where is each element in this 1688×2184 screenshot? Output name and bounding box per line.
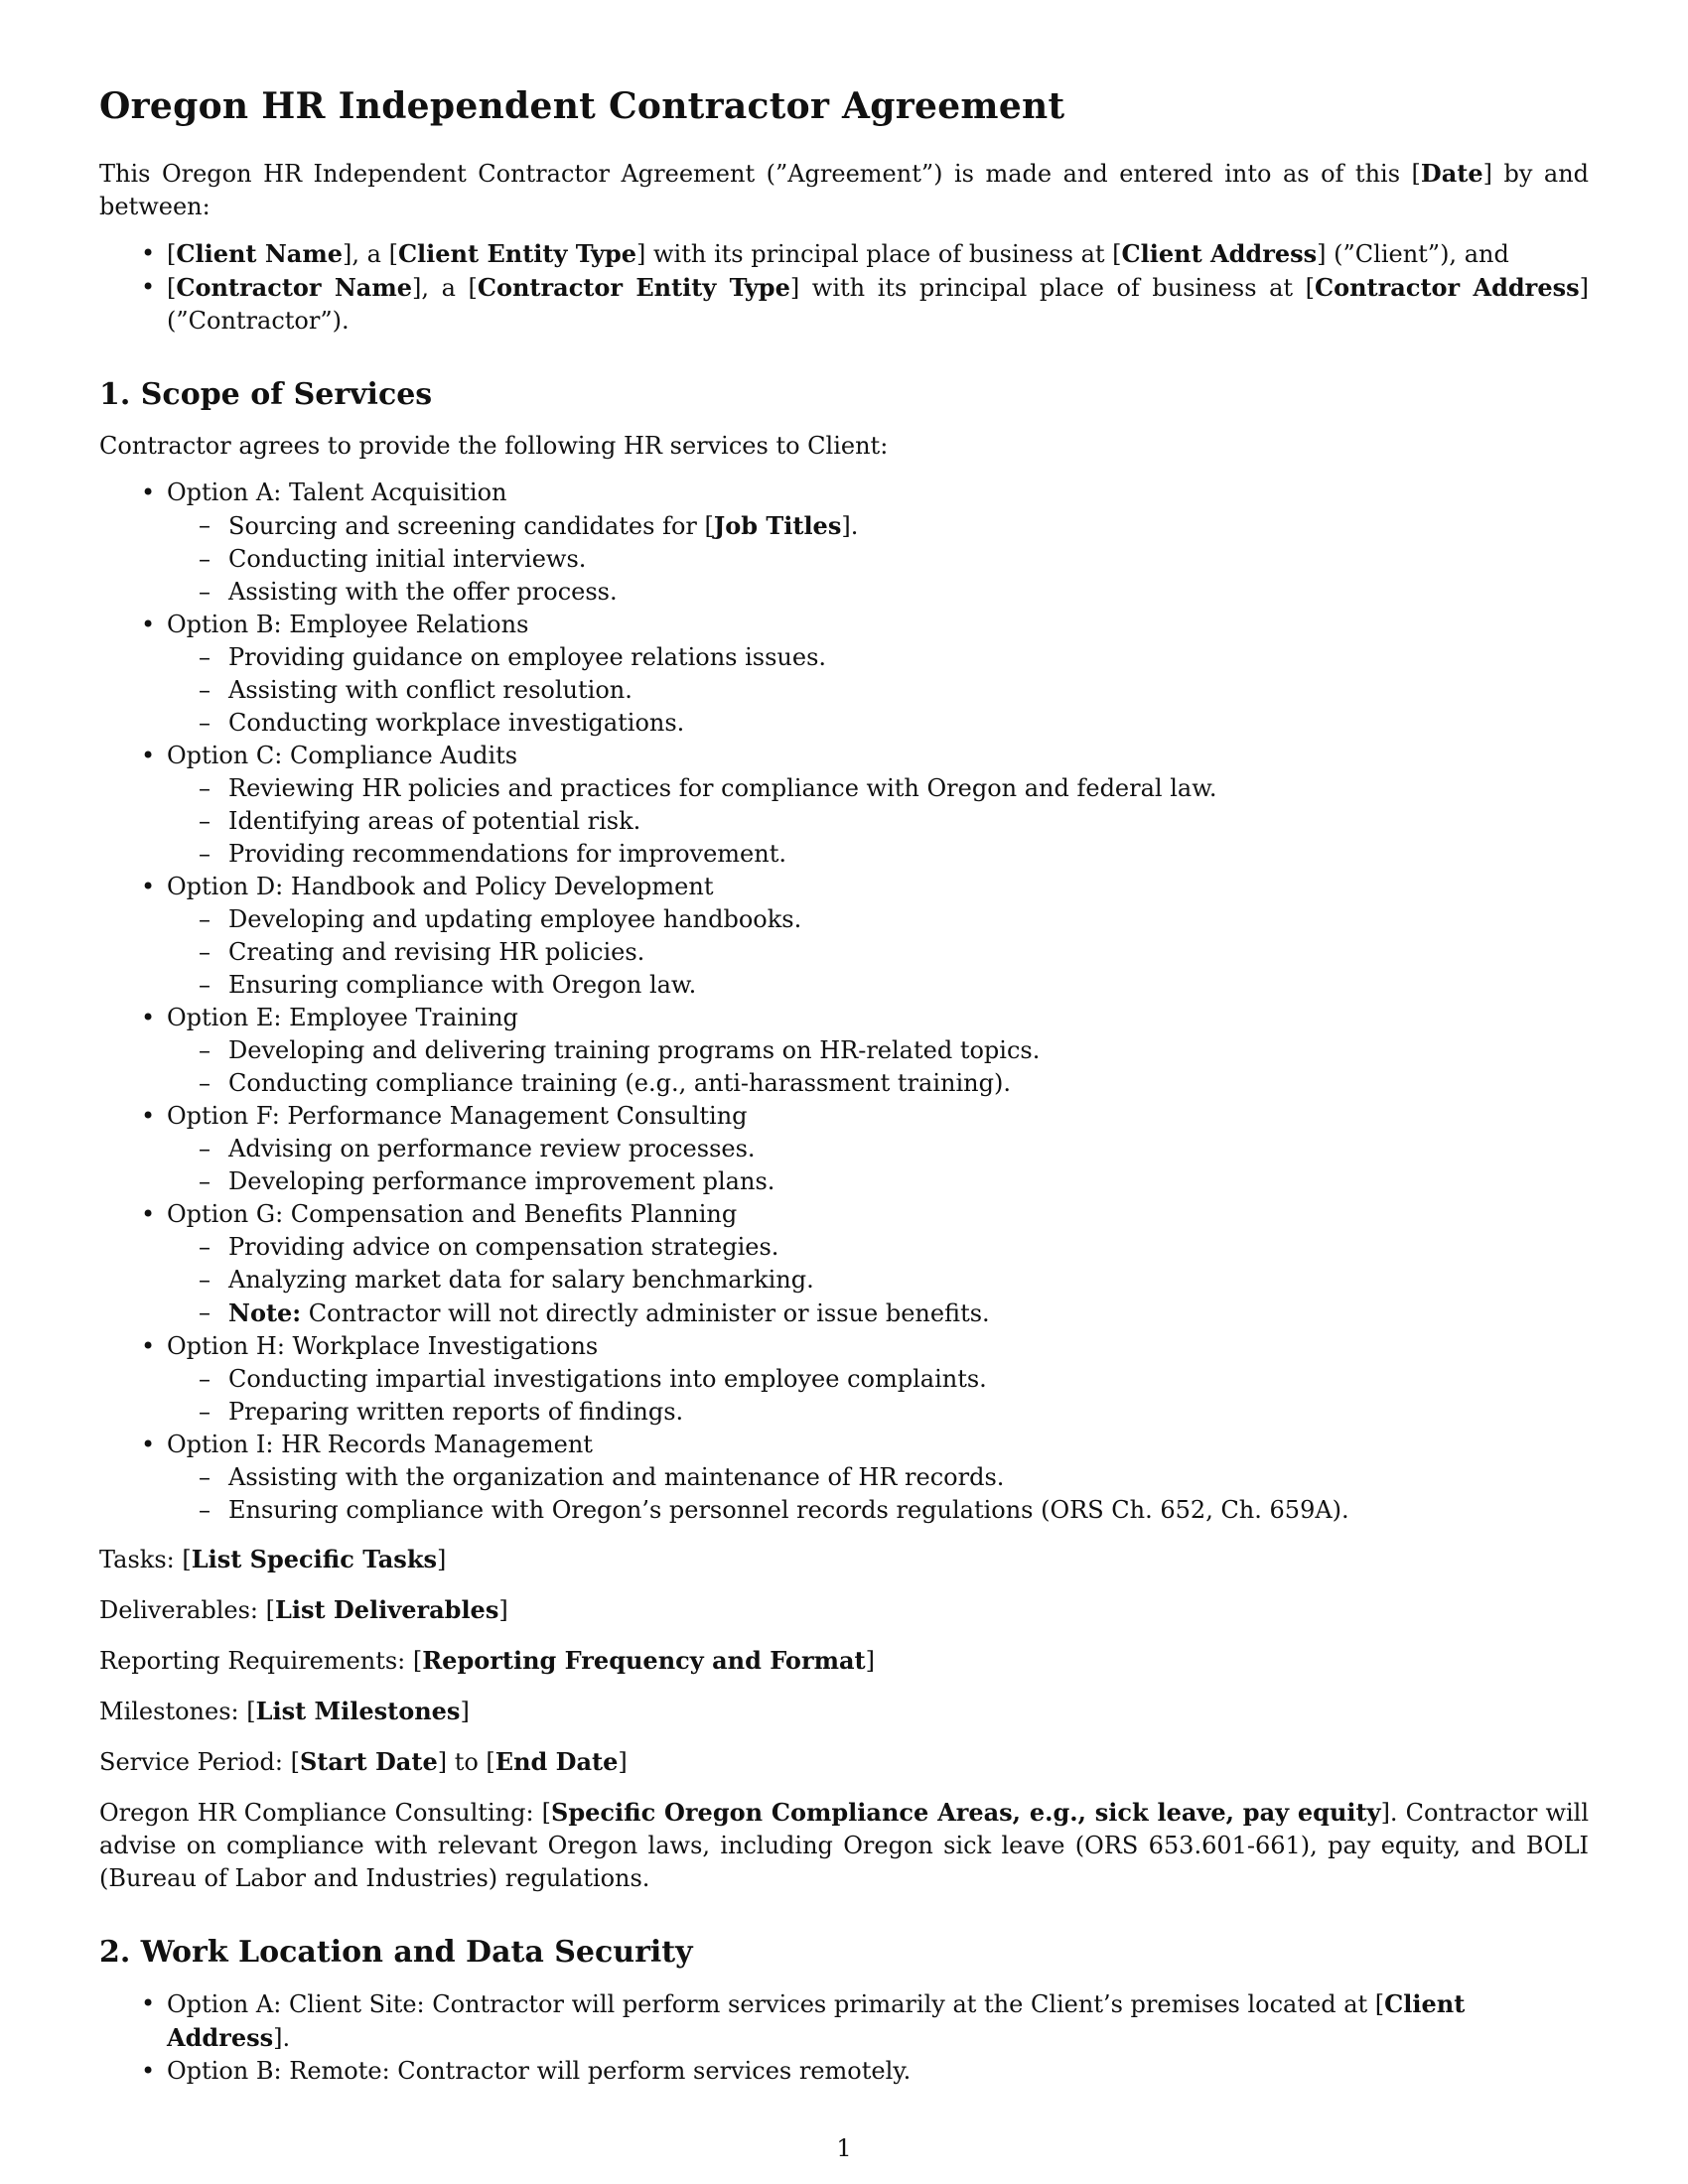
sub-item: – Providing recommendations for improvement. (228, 838, 1589, 871)
tasks-field: Tasks: [List Specific Tasks] (99, 1545, 447, 1573)
sub-item: – Developing and delivering training programs on HR-related topics. (228, 1034, 1589, 1067)
intro-paragraph: This Oregon HR Independent Contractor Agreement (”Agreement”) is made and entered into as of this [Date] by and between: (99, 159, 1590, 220)
sub-item: – Sourcing and screening candidates for [Job Titles]. (228, 509, 1589, 543)
work-option-b: • Option B: Remote: Contractor will perform services remotely. (167, 2055, 1589, 2088)
sub-item: – Preparing written reports of findings. (228, 1396, 1589, 1429)
sub-item: – Ensuring compliance with Oregon’s personnel records regulations (ORS Ch. 652, Ch. 659A). (228, 1494, 1589, 1527)
sub-item: – Advising on performance review processes. (228, 1133, 1589, 1165)
option-item: • Option I: HR Records Management – Assisting with the organization and maintenance of HR records. – Ensuring compliance with Oregon’s personnel records regulations (ORS Ch. 652, Ch. 659A). (167, 1429, 1589, 1527)
option-item: • Option E: Employee Training – Developing and delivering training programs on HR-related topics. – Conducting compliance training (e.g., anti-harassment training). (167, 1002, 1589, 1100)
option-item: • Option C: Compliance Audits – Reviewing HR policies and practices for compliance with Oregon and federal law. – Identifying areas of potential risk. – Providing recommendations for improvement. (167, 740, 1589, 871)
option-item: • Option B: Employee Relations – Providing guidance on employee relations issues. – Assisting with conflict resolution. – Conducting workplace investigations. (167, 609, 1589, 740)
option-item: • Option A: Talent Acquisition – Sourcing and screening candidates for [Job Titles]. – Conducting initial interviews. – Assisting with the offer process. (167, 477, 1589, 609)
date-placeholder: Date (1420, 159, 1483, 188)
reporting-field: Reporting Requirements: [Reporting Frequency and Format] (99, 1646, 875, 1675)
sub-item: – Developing performance improvement plans. (228, 1165, 1589, 1198)
sub-item: – Developing and updating employee handbooks. (228, 903, 1589, 936)
sub-item: – Providing guidance on employee relations issues. (228, 641, 1589, 674)
sub-item: – Creating and revising HR policies. (228, 936, 1589, 969)
option-item: • Option F: Performance Management Consulting – Advising on performance review processes. – Developing performance improvement plans. (167, 1100, 1589, 1198)
note-item: – Note: Contractor will not directly administer or issue benefits. (228, 1297, 1589, 1330)
sub-item: – Conducting workplace investigations. (228, 707, 1589, 740)
section-heading-work-location: 2. Work Location and Data Security (99, 1935, 693, 1970)
sub-item: – Identifying areas of potential risk. (228, 805, 1589, 838)
work-option-a: • Option A: Client Site: Contractor will perform services primarily at the Client’s premises located at [Client Address]. (167, 1987, 1589, 2055)
option-item: • Option D: Handbook and Policy Development – Developing and updating employee handbooks. – Creating and revising HR policies. – Ensuring compliance with Oregon law. (167, 871, 1589, 1002)
section-heading-scope: 1. Scope of Services (99, 377, 433, 412)
sub-item: – Assisting with the organization and maintenance of HR records. (228, 1461, 1589, 1494)
sub-item: – Conducting initial interviews. (228, 543, 1589, 576)
deliverables-field: Deliverables: [List Deliverables] (99, 1595, 508, 1624)
sub-item: – Conducting compliance training (e.g., anti-harassment training). (228, 1067, 1589, 1100)
scope-intro: Contractor agrees to provide the following HR services to Client: (99, 432, 889, 460)
page-title: Oregon HR Independent Contractor Agreement (99, 85, 1065, 127)
services-options-list (99, 477, 1589, 1527)
option-item: • Option G: Compensation and Benefits Planning – Providing advice on compensation strategies. – Analyzing market data for salary benchmarking. – Note: Contractor will not directly administer or issue benefits. (167, 1198, 1589, 1330)
sub-item: – Reviewing HR policies and practices for compliance with Oregon and federal law. (228, 772, 1589, 805)
sub-item: – Conducting impartial investigations into employee complaints. (228, 1363, 1589, 1396)
page-number: 1 (836, 2134, 852, 2162)
document-page (99, 85, 1589, 2104)
sub-item: – Assisting with the offer process. (228, 576, 1589, 609)
option-item: • Option H: Workplace Investigations – Conducting impartial investigations into employee complaints. – Preparing written reports of findings. (167, 1330, 1589, 1429)
party-contractor: • [Contractor Name], a [Contractor Entity Type] with its principal place of business at [Contractor Address] (”Contractor”). (167, 271, 1589, 338)
work-location-list (99, 1987, 1589, 2088)
compliance-paragraph: Oregon HR Compliance Consulting: [Specific Oregon Compliance Areas, e.g., sick leave, pay equity]. Contractor will advise on compliance with relevant Oregon laws, including Oregon sick leave (ORS 653.601-661), pay equity, and BOLI (Bureau of Labor and Industries) regulations. (99, 1798, 1590, 1892)
sub-item: – Providing advice on compensation strategies. (228, 1231, 1589, 1264)
sub-item: – Assisting with conflict resolution. (228, 674, 1589, 707)
sub-item: – Ensuring compliance with Oregon law. (228, 969, 1589, 1002)
sub-item: – Analyzing market data for salary benchmarking. (228, 1264, 1589, 1297)
service-period-field: Service Period: [Start Date] to [End Date] (99, 1747, 628, 1776)
milestones-field: Milestones: [List Milestones] (99, 1697, 470, 1725)
party-client: • [Client Name], a [Client Entity Type] with its principal place of business at [Client Address] (”Client”), and (167, 237, 1589, 271)
parties-list (99, 237, 1589, 338)
